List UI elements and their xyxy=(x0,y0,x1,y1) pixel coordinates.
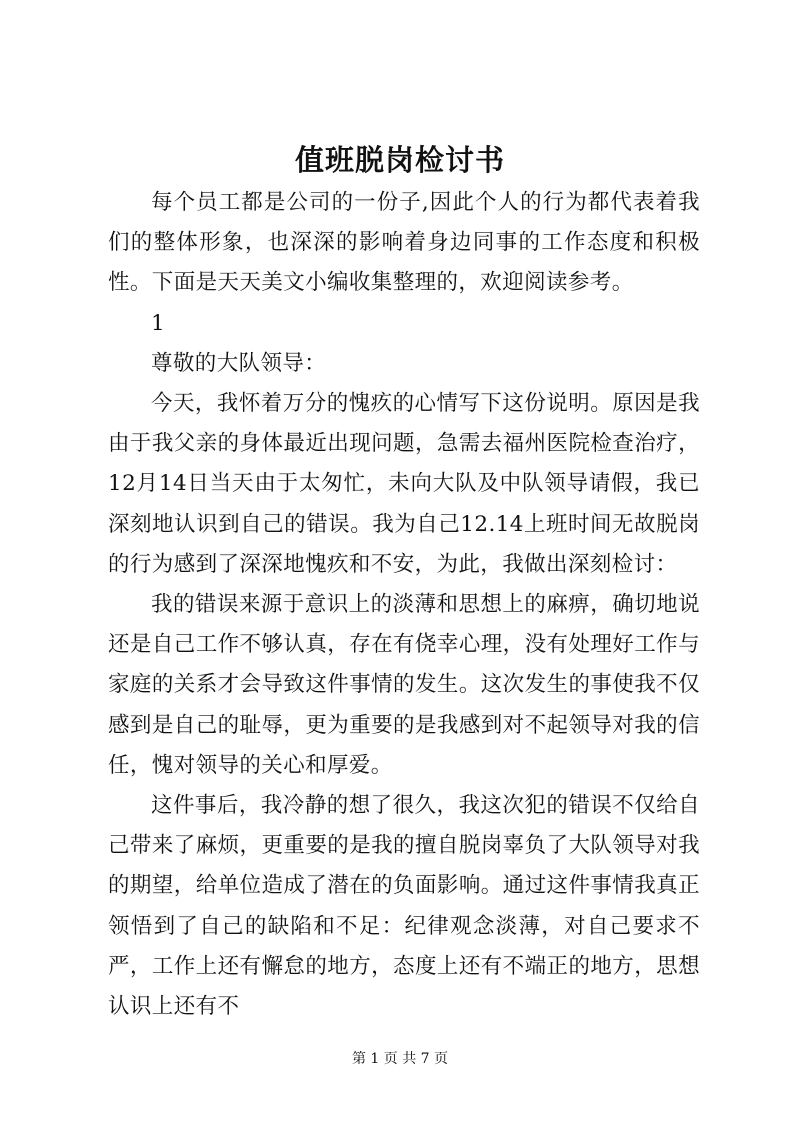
paragraph-intro: 每个员工都是公司的一份子,因此个人的行为都代表着我们的整体形象，也深深的影响着身边同事的工作态度和积极性。下面是天天美文小编收集整理的，欢迎阅读参考。 xyxy=(108,190,700,296)
paragraph-consequences: 这件事后，我冷静的想了很久，我这次犯的错误不仅给自己带来了麻烦，更重要的是我的擅自脱岗辜负了大队领导对我的期望，给单位造成了潜在的负面影响。通过这件事情我真正领悟到了自己的缺陷和不足：纪律观念淡薄，对自己要求不严，工作上还有懈怠的地方，态度上还有不端正的地方，思想认识上还有不 xyxy=(108,793,700,1020)
paragraph-explanation: 今天，我怀着万分的愧疚的心情写下这份说明。原因是我由于我父亲的身体最近出现问题，急需去福州医院检查治疗，12月14日当天由于太匆忙，未向大队及中队领导请假，我已深刻地认识到自己的错误。我为自己12.14上班时间无故脱岗的行为感到了深深地愧疚和不安，为此，我做出深刻检讨： xyxy=(108,391,700,577)
document-body xyxy=(108,183,700,1027)
paragraph-section-number: 1 xyxy=(151,310,166,336)
document-title: 值班脱岗检讨书 xyxy=(294,143,505,177)
page-footer: 第 1 页 共 7 页 xyxy=(351,1051,449,1067)
paragraph-reflection: 我的错误来源于意识上的淡薄和思想上的麻痹，确切地说还是自己工作不够认真，存在有侥幸心理，没有处理好工作与家庭的关系才会导致这件事情的发生。这次发生的事使我不仅感到是自己的耻辱，更为重要的是我感到对不起领导对我的信任，愧对领导的关心和厚爱。 xyxy=(108,592,700,778)
paragraph-salutation: 尊敬的大队领导： xyxy=(151,350,327,376)
